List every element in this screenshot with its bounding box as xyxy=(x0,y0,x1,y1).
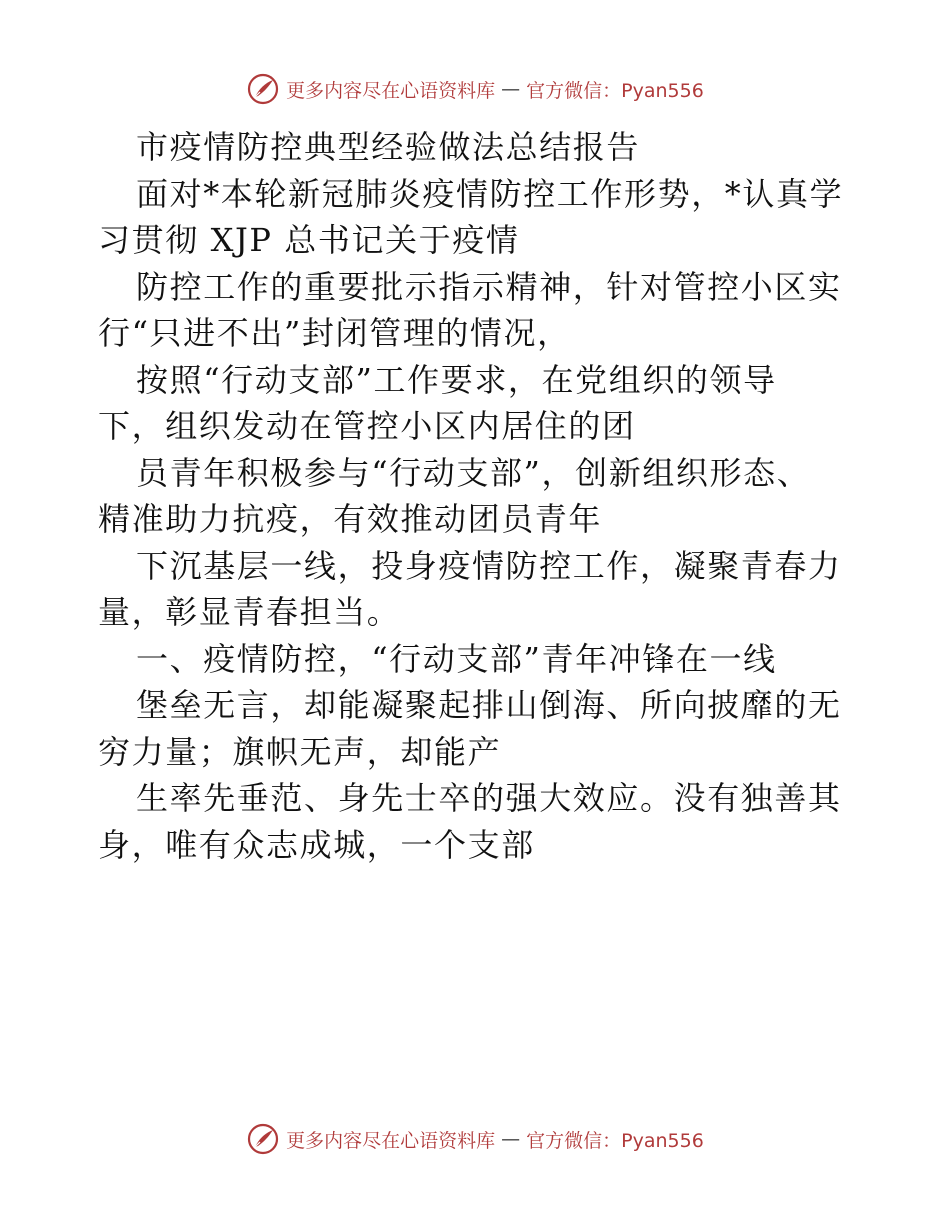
document-body xyxy=(98,124,858,868)
footer-watermark-banner xyxy=(0,1122,950,1156)
banner-wechat: 官方微信：Pyan556 xyxy=(526,1129,704,1152)
banner-wechat: 官方微信：Pyan556 xyxy=(526,79,704,102)
quill-logo-icon xyxy=(246,1122,280,1156)
paragraph-line: 穷力量；旗帜无声，却能产 xyxy=(98,732,502,771)
paragraph-line: 按照“行动支部”工作要求，在党组织的领导 xyxy=(136,360,777,399)
banner-text: 更多内容尽在心语资料库 xyxy=(286,1129,496,1152)
section-heading: 一、疫情防控，“行动支部”青年冲锋在一线 xyxy=(136,639,777,678)
paragraph-line: 行“只进不出”封闭管理的情况， xyxy=(98,314,571,352)
header-watermark-banner xyxy=(0,72,950,106)
paragraph-line: 面对*本轮新冠肺炎疫情防控工作形势，*认真学 xyxy=(136,174,844,213)
paragraph-line: 下，组织发动在管控小区内居住的团 xyxy=(98,407,636,445)
paragraph-line: 下沉基层一线，投身疫情防控工作，凝聚青春力 xyxy=(136,546,842,585)
paragraph-line: 习贯彻 XJP 总书记关于疫情 xyxy=(98,221,520,259)
paragraph-line: 防控工作的重要批示指示精神，针对管控小区实 xyxy=(136,267,842,306)
banner-text: 更多内容尽在心语资料库 xyxy=(286,79,496,102)
paragraph-line: 精准助力抗疫，有效推动团员青年 xyxy=(98,500,603,538)
banner-separator: — xyxy=(501,1128,521,1150)
paragraph-line: 量，彰显青春担当。 xyxy=(98,593,401,631)
banner-separator: — xyxy=(501,78,521,100)
quill-logo-icon xyxy=(246,72,280,106)
document-title: 市疫情防控典型经验做法总结报告 xyxy=(136,128,641,166)
paragraph-line: 生率先垂范、身先士卒的强大效应。没有独善其 xyxy=(136,779,842,817)
paragraph-line: 堡垒无言，却能凝聚起排山倒海、所向披靡的无 xyxy=(136,686,842,724)
paragraph-line: 员青年积极参与“行动支部”，创新组织形态、 xyxy=(136,453,811,492)
paragraph-line: 身，唯有众志成城，一个支部 xyxy=(98,825,535,864)
